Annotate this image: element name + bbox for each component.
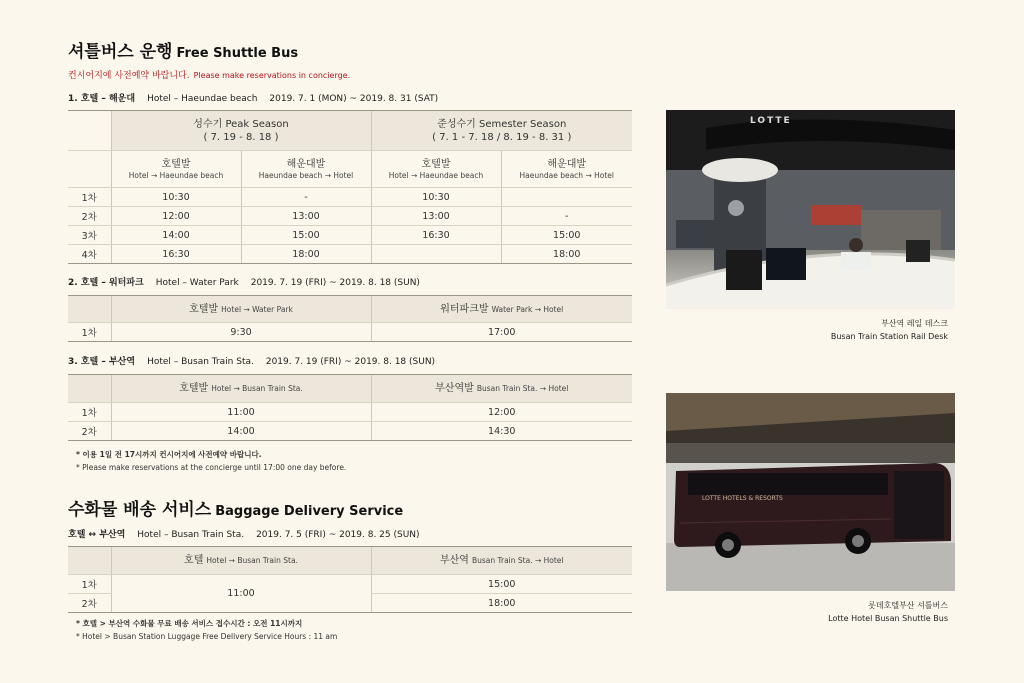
shuttle-footnote-ko: * 이용 1일 전 17시까지 컨시어지에 사전예약 바랍니다. (76, 450, 262, 459)
col-header (111, 375, 371, 403)
peak-season-header (111, 111, 371, 151)
caption-en: Busan Train Station Rail Desk (830, 332, 948, 341)
col-header-en: Haeundae beach → Hotel (258, 171, 354, 180)
time-cell: 10:30 (111, 188, 241, 207)
time-cell: 14:00 (111, 422, 371, 441)
semester-season-header (371, 111, 632, 151)
col-header (501, 151, 632, 188)
baggage-route-ko: 호텔 ↔ 부산역 (68, 530, 126, 540)
shuttle-title (68, 37, 298, 62)
route1-dates: 2019. 7. 1 (MON) ~ 2019. 8. 31 (SAT) (269, 94, 439, 104)
rail-desk-illustration (666, 110, 955, 309)
time-cell: 14:00 (111, 226, 241, 245)
row-label: 1차 (68, 323, 111, 342)
table-row (68, 207, 632, 226)
col-header-ko: 호텔발 (179, 383, 209, 394)
table-row (68, 245, 632, 264)
time-cell: 16:30 (371, 226, 501, 245)
col-header-en: Water Park → Hotel (491, 304, 564, 314)
time-cell: - (501, 207, 632, 226)
time-cell: 16:30 (111, 245, 241, 264)
col-header (111, 296, 371, 323)
col-header-ko: 부산역 (439, 555, 469, 566)
col-header (371, 375, 632, 403)
row-label: 1차 (68, 188, 111, 207)
col-header (371, 296, 632, 323)
time-cell: 10:30 (371, 188, 501, 207)
shuttle-bus-caption (760, 599, 948, 625)
col-header (111, 151, 241, 188)
route3-dates: 2019. 7. 19 (FRI) ~ 2019. 8. 18 (SUN) (265, 357, 436, 367)
baggage-table (68, 546, 632, 613)
shuttle-title-en: Free Shuttle Bus (176, 46, 299, 61)
route2-table (68, 295, 632, 342)
time-cell: 18:00 (241, 245, 371, 264)
bus-logo: LOTTE HOTELS & RESORTS (702, 495, 783, 502)
route3-en: Hotel – Busan Train Sta. (147, 357, 254, 367)
time-cell: 17:00 (371, 323, 632, 342)
time-cell (501, 188, 632, 207)
row-label: 2차 (68, 207, 111, 226)
col-header-en: Hotel → Water Park (221, 304, 293, 314)
row-label: 2차 (68, 422, 111, 441)
table-row (68, 422, 632, 441)
reservation-note-en: Please make reservations in concierge. (193, 71, 351, 80)
caption-ko: 부산역 레일 데스크 (881, 319, 948, 328)
col-header-ko: 호텔 (184, 555, 204, 566)
col-header (371, 151, 501, 188)
table-row (68, 188, 632, 207)
col-header-ko: 워터파크발 (440, 303, 489, 315)
col-header (111, 547, 371, 575)
time-cell: 15:00 (371, 575, 632, 594)
baggage-route-en: Hotel – Busan Train Sta. (137, 530, 245, 540)
route1-en: Hotel – Haeundae beach (147, 94, 258, 104)
col-header-ko: 부산역발 (435, 383, 474, 394)
shuttle-title-ko: 셔틀버스 운행 (68, 42, 173, 62)
baggage-title (68, 495, 403, 520)
time-cell: - (241, 188, 371, 207)
semester-season-range: ( 7. 1 - 7. 18 / 8. 19 - 8. 31 ) (432, 131, 572, 143)
row-label: 4차 (68, 245, 111, 264)
time-cell: 9:30 (111, 323, 371, 342)
time-cell: 13:00 (241, 207, 371, 226)
route1-heading (68, 91, 438, 104)
time-cell: 11:00 (111, 403, 371, 422)
reservation-note (68, 68, 350, 81)
col-header-ko: 호텔발 (161, 159, 191, 170)
time-cell: 18:00 (501, 245, 632, 264)
col-header-ko: 호텔발 (421, 159, 451, 170)
route2-heading (68, 275, 420, 288)
col-header (241, 151, 371, 188)
reservation-note-ko: 컨시어지에 사전예약 바랍니다. (68, 71, 190, 81)
route3-ko: 3. 호텔 – 부산역 (68, 357, 136, 367)
baggage-dates: 2019. 7. 5 (FRI) ~ 2019. 8. 25 (SUN) (256, 530, 420, 540)
row-label: 1차 (68, 403, 111, 422)
route2-dates: 2019. 7. 19 (FRI) ~ 2019. 8. 18 (SUN) (250, 278, 420, 288)
col-header-en: Hotel → Busan Train Sta. (206, 556, 298, 565)
route3-table (68, 374, 632, 441)
baggage-route-heading (68, 527, 420, 540)
time-cell: 14:30 (371, 422, 632, 441)
time-cell (371, 245, 501, 264)
col-header-ko: 해운대발 (547, 159, 587, 170)
peak-season-range: ( 7. 19 - 8. 18 ) (203, 131, 279, 143)
col-header (371, 547, 632, 575)
col-header-en: Haeundae beach → Hotel (519, 171, 614, 180)
shuttle-bus-illustration (666, 393, 955, 591)
table-row (68, 226, 632, 245)
baggage-title-ko: 수화물 배송 서비스 (68, 500, 212, 520)
peak-season-label: 성수기 Peak Season (193, 118, 289, 130)
row-label: 2차 (68, 594, 111, 613)
caption-en: Lotte Hotel Busan Shuttle Bus (828, 614, 948, 623)
col-header-ko: 호텔발 (189, 303, 219, 315)
caption-ko: 롯데호텔부산 셔틀버스 (868, 601, 948, 610)
shuttle-footnote-en: * Please make reservations at the concierge until 17:00 one day before. (76, 463, 347, 472)
time-cell: 15:00 (241, 226, 371, 245)
route1-table (68, 110, 632, 264)
baggage-footnote-en: * Hotel > Busan Station Luggage Free Delivery Service Hours : 11 am (76, 632, 338, 641)
rail-desk-caption (760, 317, 948, 343)
table-row (68, 403, 632, 422)
row-label: 1차 (68, 575, 111, 594)
col-header-en: Busan Train Sta. → Hotel (471, 556, 564, 565)
col-header-en: Busan Train Sta. → Hotel (476, 384, 569, 393)
route2-ko: 2. 호텔 – 워터파크 (68, 278, 144, 288)
col-header-en: Hotel → Haeundae beach (128, 171, 224, 180)
time-cell: 15:00 (501, 226, 632, 245)
semester-season-label: 준성수기 Semester Season (437, 118, 567, 130)
col-header-ko: 해운대발 (286, 159, 326, 170)
shuttle-bus-photo (666, 393, 955, 591)
rail-desk-photo (666, 110, 955, 309)
time-cell: 12:00 (111, 207, 241, 226)
time-cell: 12:00 (371, 403, 632, 422)
time-cell: 11:00 (111, 575, 371, 613)
baggage-footnote-ko: * 호텔 > 부산역 수화물 무료 배송 서비스 접수시간 : 오전 11시까지 (76, 619, 303, 628)
col-header-en: Hotel → Haeundae beach (388, 171, 484, 180)
table-row (68, 575, 632, 594)
time-cell: 13:00 (371, 207, 501, 226)
col-header-en: Hotel → Busan Train Sta. (211, 384, 303, 393)
baggage-title-en: Baggage Delivery Service (215, 504, 404, 519)
desk-sign: LOTTE (750, 116, 792, 126)
time-cell: 18:00 (371, 594, 632, 613)
route1-ko: 1. 호텔 – 해운대 (68, 94, 136, 104)
table-row (68, 323, 632, 342)
route2-en: Hotel – Water Park (155, 278, 239, 288)
row-label: 3차 (68, 226, 111, 245)
route3-heading (68, 354, 435, 367)
